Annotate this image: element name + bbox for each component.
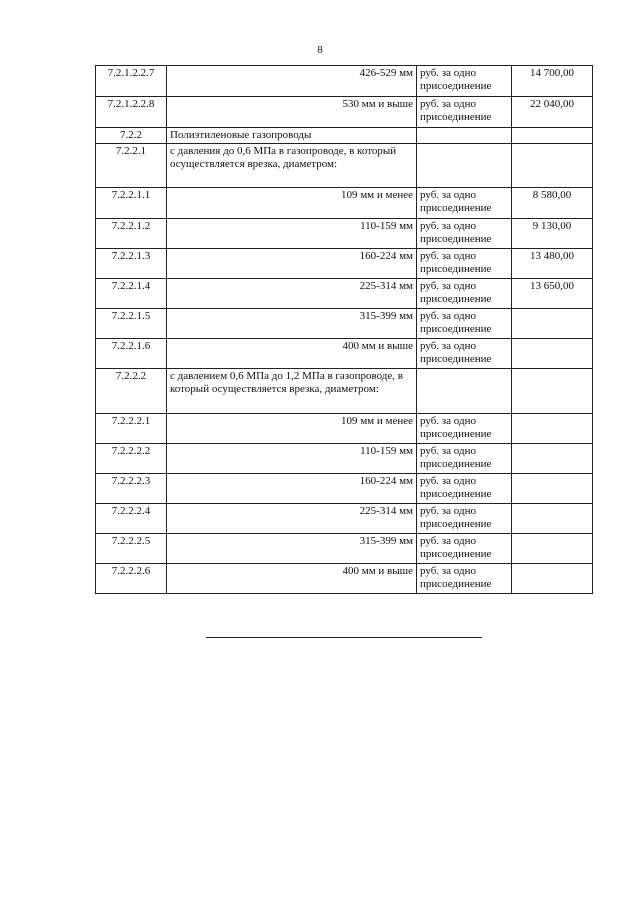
row-unit: руб. за одно присоединение [417,279,512,309]
row-code: 7.2.1.2.2.8 [96,97,167,128]
row-code: 7.2.2.1.5 [96,309,167,339]
table-row [96,188,593,219]
row-description: 109 мм и менее [167,188,417,219]
row-price [512,128,593,144]
row-code: 7.2.2.2.2 [96,444,167,474]
row-price [512,369,593,414]
row-description: 110-159 мм [167,219,417,249]
row-code: 7.2.2.2.1 [96,414,167,444]
row-description: 530 мм и выше [167,97,417,128]
row-code: 7.2.2.2.3 [96,474,167,504]
row-unit: руб. за одно присоединение [417,66,512,97]
row-code: 7.2.2.1.2 [96,219,167,249]
row-code: 7.2.2 [96,128,167,144]
row-unit: руб. за одно присоединение [417,414,512,444]
row-code: 7.2.2.1.4 [96,279,167,309]
row-description: 225-314 мм [167,504,417,534]
row-unit: руб. за одно присоединение [417,504,512,534]
row-description: 426-529 мм [167,66,417,97]
row-price: 22 040,00 [512,97,593,128]
table-row [96,128,593,144]
table-row [96,534,593,564]
row-description: 400 мм и выше [167,339,417,369]
row-unit [417,128,512,144]
row-description: с давления до 0,6 МПа в газопроводе, в который осуществляется врезка, диаметром: [167,144,417,188]
table-row [96,369,593,414]
row-price [512,339,593,369]
table-row [96,66,593,97]
row-description: с давлением 0,6 МПа до 1,2 МПа в газопроводе, в который осуществляется врезка, диаметром: [167,369,417,414]
row-price [512,504,593,534]
row-unit: руб. за одно присоединение [417,219,512,249]
table-row [96,309,593,339]
tariff-table [95,65,593,594]
row-description: 315-399 мм [167,534,417,564]
row-description: 109 мм и менее [167,414,417,444]
row-unit: руб. за одно присоединение [417,249,512,279]
row-description: 160-224 мм [167,474,417,504]
table-row [96,474,593,504]
row-price [512,144,593,188]
row-description: 110-159 мм [167,444,417,474]
row-unit: руб. за одно присоединение [417,474,512,504]
row-code: 7.2.2.2.4 [96,504,167,534]
row-unit: руб. за одно присоединение [417,339,512,369]
table-row [96,564,593,594]
row-price [512,414,593,444]
row-code: 7.2.2.2.5 [96,534,167,564]
row-price [512,444,593,474]
row-code: 7.2.2.1 [96,144,167,188]
row-description: 160-224 мм [167,249,417,279]
row-price: 13 650,00 [512,279,593,309]
row-price [512,564,593,594]
row-description: 400 мм и выше [167,564,417,594]
row-description: Полиэтиленовые газопроводы [167,128,417,144]
row-price [512,309,593,339]
row-price: 13 480,00 [512,249,593,279]
tariff-table-body [96,66,593,594]
row-code: 7.2.2.1.6 [96,339,167,369]
row-price: 8 580,00 [512,188,593,219]
table-row [96,339,593,369]
row-unit: руб. за одно присоединение [417,444,512,474]
row-unit: руб. за одно присоединение [417,97,512,128]
row-price: 9 130,00 [512,219,593,249]
row-code: 7.2.2.1.3 [96,249,167,279]
bottom-rule [206,637,482,638]
row-code: 7.2.2.1.1 [96,188,167,219]
row-unit: руб. за одно присоединение [417,188,512,219]
table-row [96,414,593,444]
row-price: 14 700,00 [512,66,593,97]
row-price [512,474,593,504]
row-code: 7.2.2.2.6 [96,564,167,594]
table-row [96,144,593,188]
row-unit [417,369,512,414]
page-number: 8 [317,44,323,56]
row-unit: руб. за одно присоединение [417,564,512,594]
table-row [96,219,593,249]
table-row [96,444,593,474]
row-price [512,534,593,564]
table-row [96,97,593,128]
table-row [96,279,593,309]
row-description: 315-399 мм [167,309,417,339]
table-row [96,504,593,534]
row-code: 7.2.1.2.2.7 [96,66,167,97]
row-unit: руб. за одно присоединение [417,309,512,339]
row-code: 7.2.2.2 [96,369,167,414]
row-unit [417,144,512,188]
row-unit: руб. за одно присоединение [417,534,512,564]
row-description: 225-314 мм [167,279,417,309]
table-row [96,249,593,279]
